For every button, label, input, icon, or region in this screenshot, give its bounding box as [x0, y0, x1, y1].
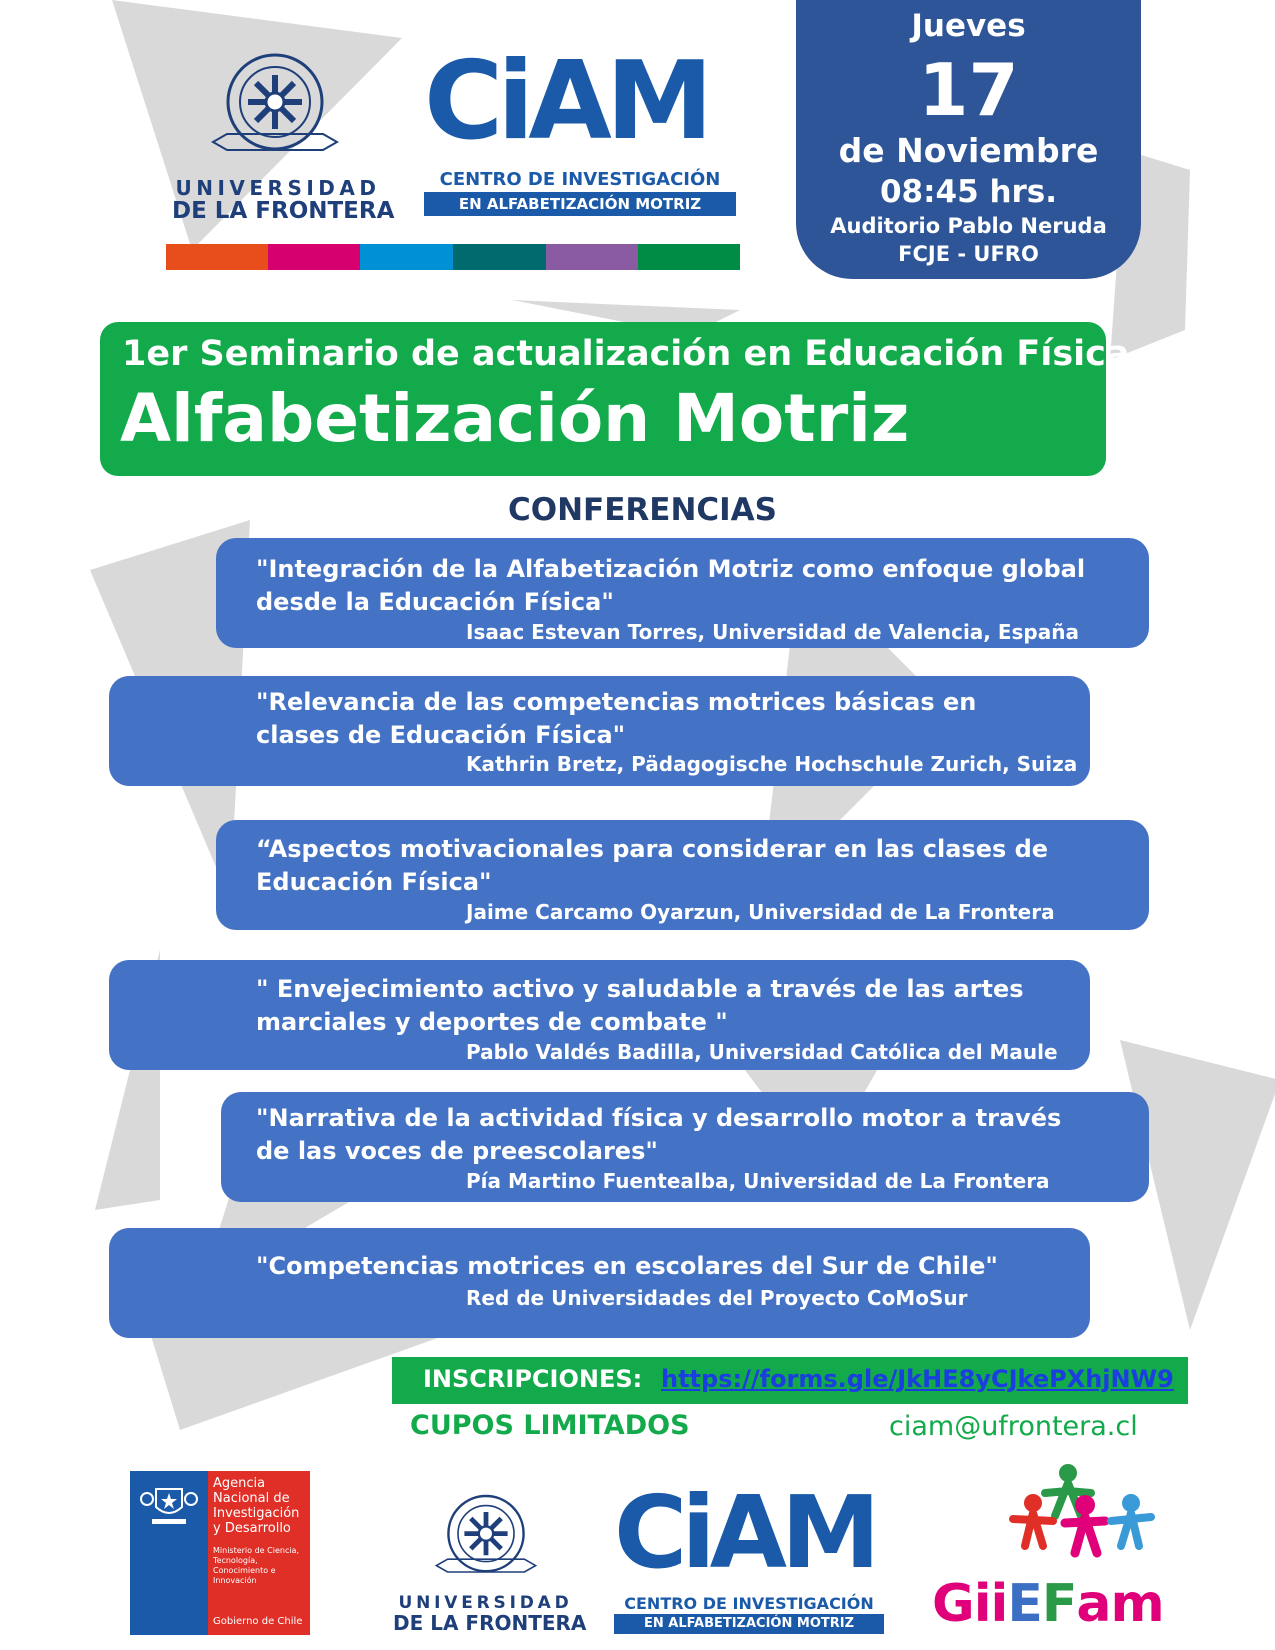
footer-ufro-logo-line1: UNIVERSIDAD [398, 1593, 573, 1613]
stripe-teal [453, 244, 546, 270]
color-stripe [166, 244, 740, 270]
conference-title: “Aspectos motivacionales para considerar en las clases de Educación Física" [256, 835, 1049, 896]
registration-bar [392, 1357, 1188, 1404]
giiefam-letter: G [932, 1574, 974, 1634]
limited-seats-notice: CUPOS LIMITADOS [410, 1410, 690, 1441]
ufro-seal-icon [430, 1490, 542, 1590]
conference-card [216, 538, 1149, 648]
ufro-logo-line2: DE LA FRONTERA [172, 198, 395, 224]
giiefam-letter: i [973, 1574, 991, 1634]
conference-title: "Integración de la Alfabetización Motriz como enfoque global desde la Educación Física" [256, 555, 1086, 616]
conference-speaker: Red de Universidades del Proyecto CoMoSur [466, 1286, 968, 1310]
anid-name: Agencia Nacional de Investigación y Desarrollo [213, 1476, 300, 1536]
stripe-magenta [268, 244, 360, 270]
giiefam-letter: m [1110, 1574, 1164, 1634]
giiefam-letter: i [990, 1574, 1008, 1634]
conference-speaker: Jaime Carcamo Oyarzun, Universidad de La Frontera [466, 900, 1055, 924]
footer-ufro-logo-line2: DE LA FRONTERA [393, 1611, 587, 1635]
ciam-logo-line1: CENTRO DE INVESTIGACIÓN [439, 169, 721, 190]
seminar-title-banner [100, 322, 1130, 476]
anid-government: Gobierno de Chile [213, 1616, 303, 1627]
anid-logo [130, 1471, 310, 1635]
ciam-logo-line2: EN ALFABETIZACIÓN MOTRIZ [424, 192, 736, 216]
stripe-green [638, 244, 740, 270]
event-venue: Auditorio Pablo Neruda [830, 214, 1107, 238]
event-day: 17 [918, 48, 1019, 132]
chile-coat-of-arms-icon [138, 1479, 200, 1527]
conference-speaker: Isaac Estevan Torres, Universidad de Valencia, España [466, 620, 1079, 644]
anid-logo-red-panel [208, 1471, 310, 1635]
event-time: 08:45 hrs. [879, 174, 1058, 210]
stripe-orange [166, 244, 268, 270]
giiefam-letter: E [1007, 1574, 1042, 1634]
conference-title: "Narrativa de la actividad física y desarrollo motor a través de las voces de preescolares" [256, 1104, 1062, 1165]
anid-logo-blue-panel [130, 1471, 208, 1635]
contact-email[interactable]: ciam@ufrontera.cl [889, 1411, 1138, 1442]
footer-ciam-logo-line2: EN ALFABETIZACIÓN MOTRIZ [614, 1614, 884, 1634]
conference-title: "Relevancia de las competencias motrices básicas en clases de Educación Física" [256, 688, 977, 749]
stripe-purple [546, 244, 638, 270]
registration-link[interactable]: https://forms.gle/JkHE8yCJkePXhjNW9 [661, 1365, 1174, 1393]
giiefam-letter: a [1076, 1574, 1111, 1634]
event-weekday: Jueves [911, 8, 1026, 44]
ciam-logo-acronym: CiAM [424, 39, 708, 164]
footer-ciam-logo-acronym: CiAM [614, 1474, 875, 1591]
conference-card [109, 960, 1090, 1070]
event-venue-faculty: FCJE - UFRO [898, 242, 1039, 266]
conference-speaker: Kathrin Bretz, Pädagogische Hochschule Zurich, Suiza [466, 752, 1078, 776]
giiefam-logo-text [932, 1574, 1164, 1634]
conference-title: " Envejecimiento activo y saludable a través de las artes marciales y deportes de combate " [256, 975, 1024, 1036]
seminar-subtitle: 1er Seminario de actualización en Educación Física [122, 334, 1130, 374]
conference-card [216, 820, 1149, 930]
event-date-box [796, 0, 1141, 279]
giiefam-letter: F [1041, 1574, 1077, 1634]
conference-card [221, 1092, 1149, 1202]
conference-speaker: Pablo Valdés Badilla, Universidad Católica del Maule [466, 1040, 1058, 1064]
conference-card [109, 676, 1090, 786]
anid-ministry: Ministerio de Ciencia, Tecnología, Conocimiento e Innovación [213, 1546, 300, 1585]
registration-label: INSCRIPCIONES: [423, 1365, 643, 1393]
conferences-heading: CONFERENCIAS [508, 492, 777, 528]
conference-card [109, 1228, 1090, 1338]
seminar-title: Alfabetización Motriz [120, 380, 910, 457]
conference-speaker: Pía Martino Fuentealba, Universidad de La Frontera [466, 1169, 1050, 1193]
event-month: de Noviembre [838, 131, 1099, 170]
ufro-seal-icon [205, 50, 345, 170]
conference-title: "Competencias motrices en escolares del Sur de Chile" [256, 1252, 998, 1280]
ufro-logo-line1: UNIVERSIDAD [175, 176, 381, 200]
stripe-blue [360, 244, 453, 270]
giiefam-people-icon [1005, 1461, 1155, 1571]
footer-ciam-logo-line1: CENTRO DE INVESTIGACIÓN [624, 1594, 874, 1613]
